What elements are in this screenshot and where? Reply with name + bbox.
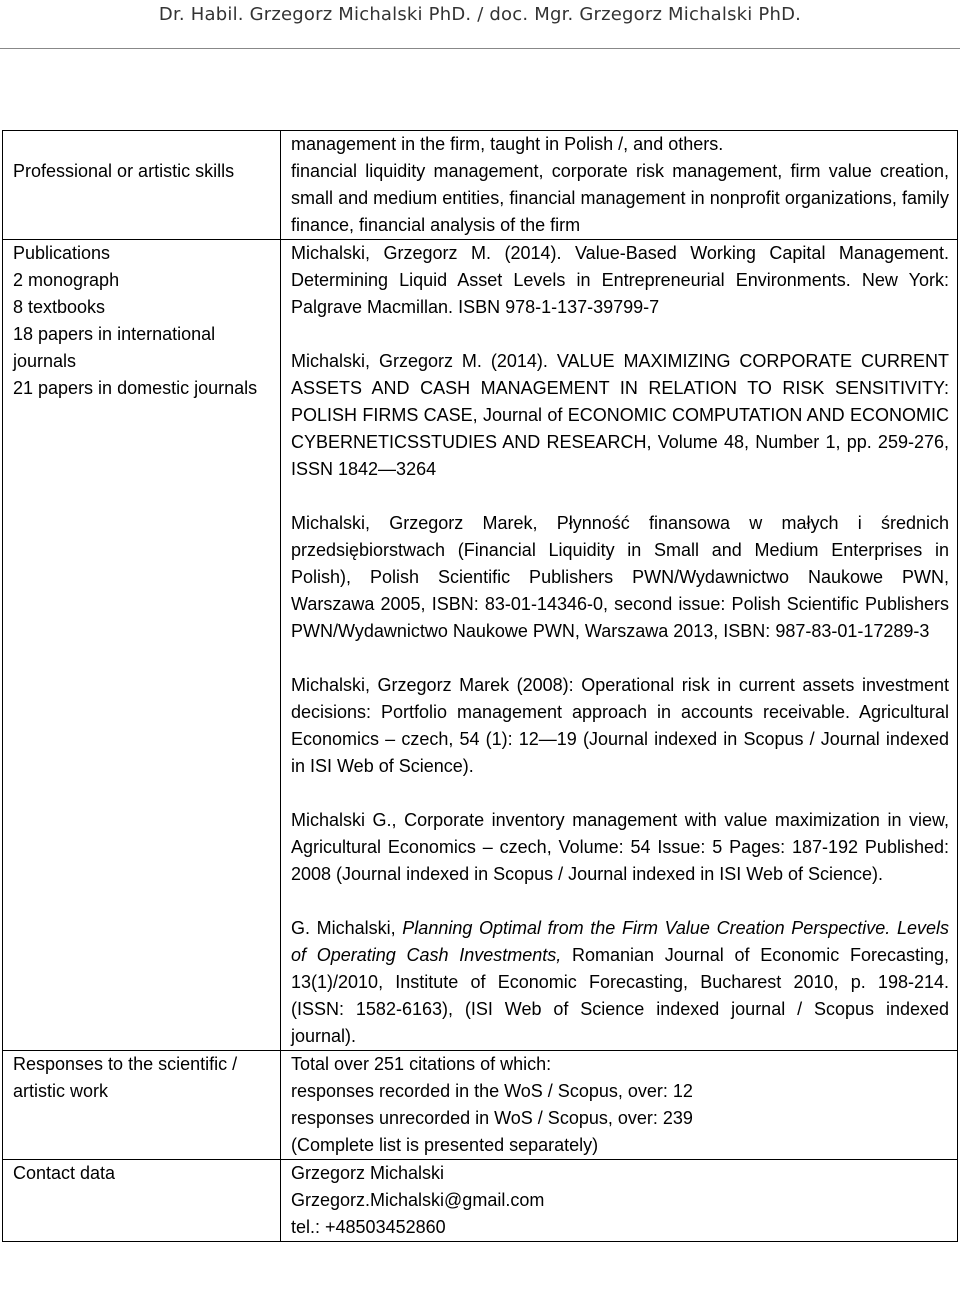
international-papers-count: 18 papers in international journals — [13, 324, 216, 371]
citations-total: Total over 251 citations of which: — [291, 1054, 552, 1074]
contact-content-cell — [281, 1160, 958, 1242]
publications-label: Publications — [13, 243, 111, 263]
row-responses — [3, 1051, 958, 1160]
citations-unrecorded: responses unrecorded in WoS / Scopus, over: 239 — [291, 1108, 693, 1128]
page-header: Dr. Habil. Grzegorz Michalski PhD. / doc. Mgr. Grzegorz Michalski PhD. — [158, 4, 802, 25]
skills-label-cell — [3, 131, 281, 240]
pub-italic-title: Planning Optimal from the Firm Value Creation Perspective. Levels of Operating Cash Investments, — [291, 918, 949, 965]
monograph-count: 2 monograph — [13, 270, 120, 290]
publication-item-romanian-journal — [291, 915, 949, 1050]
textbook-count: 8 textbooks — [13, 297, 106, 317]
publication-item: Michalski, Grzegorz M. (2014). VALUE MAXIMIZING CORPORATE CURRENT ASSETS AND CASH MANAGEMENT IN RELATION TO RISK SENSITIVITY: POLISH FIRMS CASE, Journal of ECONOMIC COMPUTATION AND ECONOMIC CYBERNETICSSTUDIES AND RESEARCH, Volume 48, Number 1, pp. 259-276, ISSN 1842—3264 — [291, 351, 949, 479]
skills-line-1: management in the firm, taught in Polish /, and others. — [291, 134, 724, 154]
contact-email: Grzegorz.Michalski@gmail.com — [291, 1190, 545, 1210]
pub-prefix: G. Michalski, — [291, 918, 403, 938]
cv-table — [2, 130, 958, 1242]
contact-label: Contact data — [13, 1163, 116, 1183]
publication-item: Michalski, Grzegorz M. (2014). Value-Based Working Capital Management. Determining Liquid Asset Levels in Entrepreneurial Environments. New York: Palgrave Macmillan. ISBN 978-1-137-39799-7 — [291, 243, 949, 317]
domestic-papers-count: 21 papers in domestic journals — [13, 378, 258, 398]
citations-note: (Complete list is presented separately) — [291, 1135, 599, 1155]
pub-suffix: Romanian Journal of Economic Forecasting, 13(1)/2010, Institute of Economic Forecasting, Bucharest 2010, p. 198-214. (ISSN: 1582-6163), (ISI Web of Science indexed journal / Scopus indexed journal). — [291, 945, 949, 1046]
row-skills — [3, 131, 958, 240]
skills-content-cell — [281, 131, 958, 240]
publications-content-cell — [281, 240, 958, 1051]
row-contact — [3, 1160, 958, 1242]
responses-label-cell — [3, 1051, 281, 1160]
responses-content-cell — [281, 1051, 958, 1160]
publications-label-cell — [3, 240, 281, 1051]
skills-line-2: financial liquidity management, corporate risk management, firm value creation, small and medium entities, financial management in nonprofit organizations, family finance, financial analysis of the firm — [291, 161, 949, 235]
publication-item: Michalski, Grzegorz Marek, Płynność finansowa w małych i średnich przedsiębiorstwach (Financial Liquidity in Small and Medium Enterprises in Polish), Polish Scientific Publishers PWN/Wydawnictwo Naukowe PWN, Warszawa 2005, ISBN: 83-01-14346-0, second issue: Polish Scientific Publishers PWN/Wydawnictwo Naukowe PWN, Warszawa 2013, ISBN: 987-83-01-17289-3 — [291, 513, 949, 641]
contact-label-cell — [3, 1160, 281, 1242]
publication-item: Michalski, Grzegorz Marek (2008): Operational risk in current assets investment decisions: Portfolio management approach in accounts receivable. Agricultural Economics – czech, 54 (1): 12—19 (Journal indexed in Scopus / Journal indexed in ISI Web of Science). — [291, 675, 949, 776]
skills-label: Professional or artistic skills — [13, 161, 235, 181]
header-divider — [0, 48, 960, 49]
contact-name: Grzegorz Michalski — [291, 1163, 445, 1183]
row-publications — [3, 240, 958, 1051]
citations-recorded: responses recorded in the WoS / Scopus, over: 12 — [291, 1081, 693, 1101]
contact-phone: tel.: +48503452860 — [291, 1217, 446, 1237]
responses-label: Responses to the scientific / artistic work — [13, 1054, 238, 1101]
publication-item: Michalski G., Corporate inventory management with value maximization in view, Agricultural Economics – czech, Volume: 54 Issue: 5 Pages: 187-192 Published: 2008 (Journal indexed in Scopus / Journal indexed in ISI Web of Science). — [291, 810, 949, 884]
